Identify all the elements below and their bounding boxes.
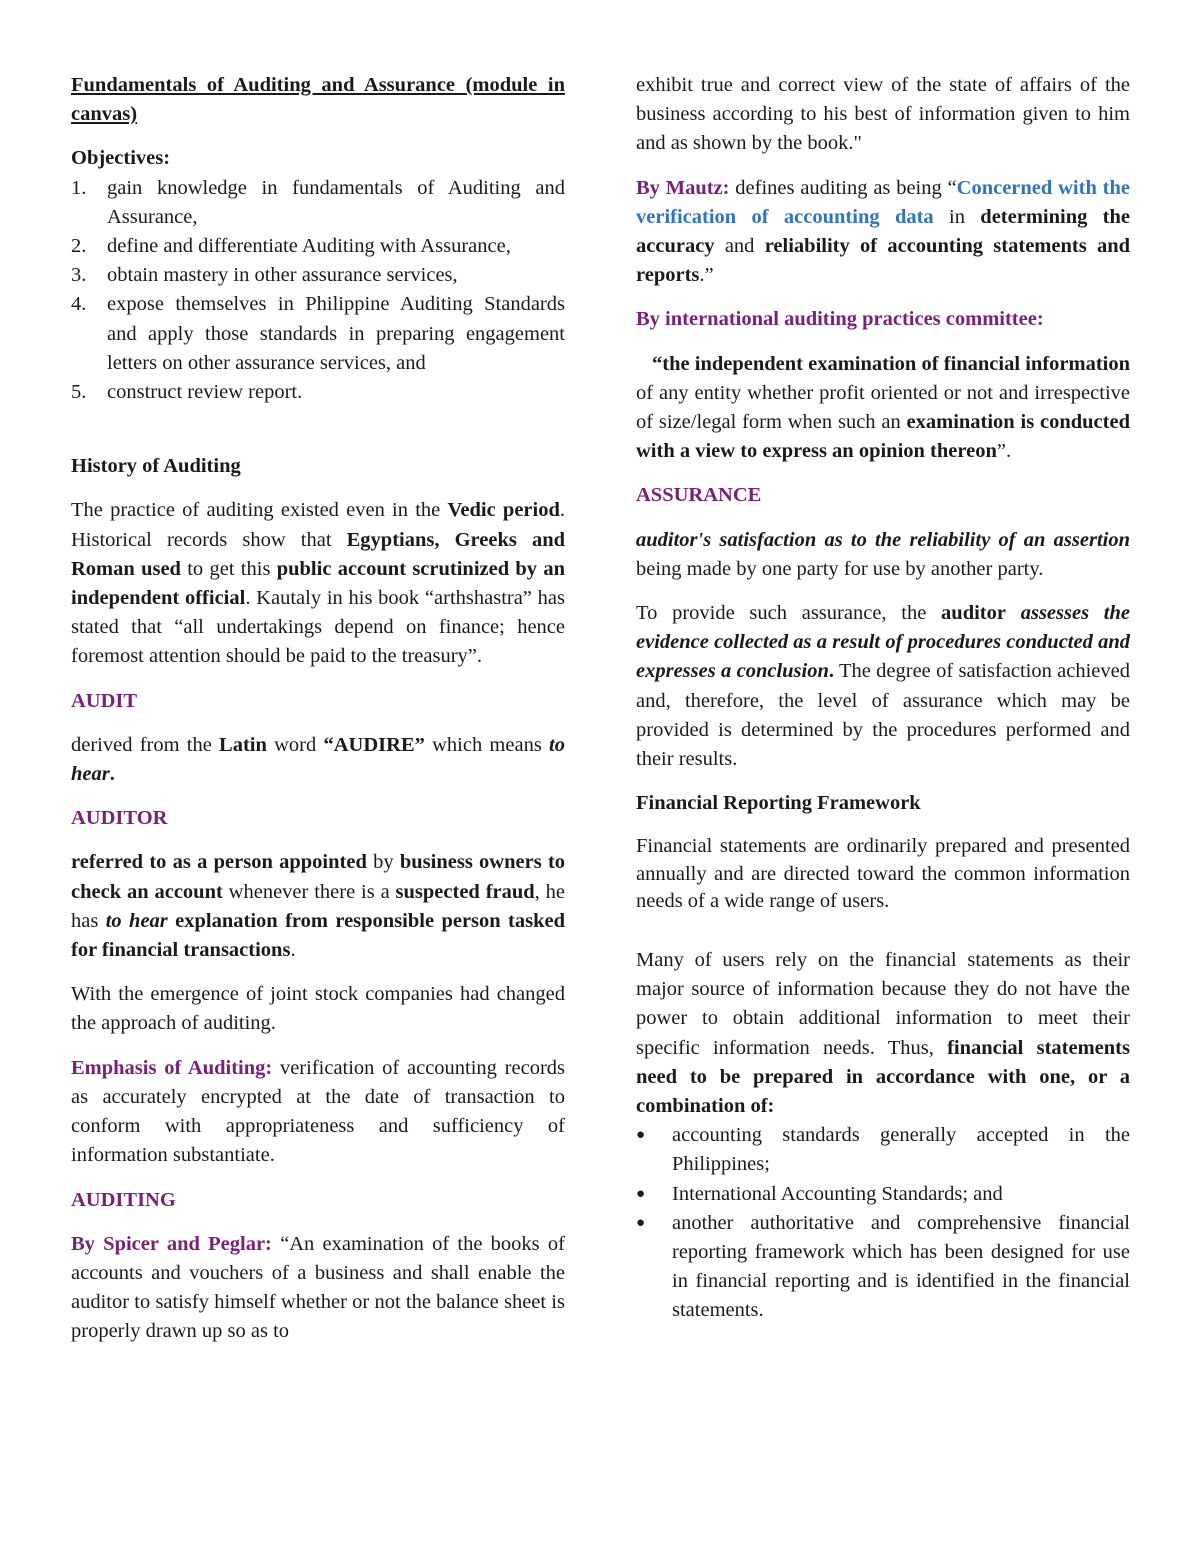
list-item: ● another authoritative and comprehensive financial reporting framework which has been designed for use in financial reporting and is identified in the financial statements. [636,1209,1130,1326]
list-item: 5. construct review report. [71,381,303,404]
assurance-heading: ASSURANCE [636,484,762,507]
list-item: 1. gain knowledge in fundamentals of Auditing and Assurance, [71,176,565,228]
spacer [71,422,565,452]
history-paragraph: The practice of auditing existed even in the Vedic period. Historical records show that Egyptians, Greeks and Roman used to get this public account scrutinized by an independent official. Kautaly in his book “arthshastra” has stated that “all undertakings depend on finance; hence foremost attention should be paid to the treasury”. [71,499,565,668]
assurance-paragraph: To provide such assurance, the auditor assesses the evidence collected as a result of procedures conducted and expresses a conclusion. The degree of satisfaction achieved and, therefore, the level of assurance which may be provided is determined by the procedures performed and their results. [636,602,1130,771]
auditing-heading: AUDITING [71,1188,176,1211]
frf-list [636,1121,1130,1325]
frf-paragraph-2: Many of users rely on the financial statements as their major source of information because they do not have the power to obtain additional information to meet their specific information needs. Thus, financial statements need to be prepared in accordance with one, or a combination of: [636,948,1130,1117]
auditor-heading: AUDITOR [71,807,168,830]
history-heading: History of Auditing [71,455,241,478]
iapc-paragraph: “the independent examination of financial information of any entity whether profit oriented or not and irrespective of size/legal form when such an examination is conducted with a view to express an opinion thereon”. [636,352,1130,463]
spacer [636,931,1130,946]
auditor-paragraph: referred to as a person appointed by business owners to check an account whenever there is a suspected fraud, he has to hear explanation from responsible person tasked for financial transactions. [71,851,566,962]
emergence-paragraph: With the emergence of joint stock companies had changed the approach of auditing. [71,983,565,1035]
emphasis-paragraph: Emphasis of Auditing: verification of accounting records as accurately encrypted at the date of transaction to conform with appropriateness and sufficiency of information substantiate. [71,1056,566,1167]
list-item: 3. obtain mastery in other assurance services, [71,264,458,287]
frf-heading: Financial Reporting Framework [636,792,921,815]
assurance-definition: auditor's satisfaction as to the reliability of an assertion being made by one party for use by another party. [636,528,1130,580]
spicer-continued: exhibit true and correct view of the state of affairs of the business according to his best of information given to him and as shown by the book." [636,74,1130,155]
document-title: Fundamentals of Auditing and Assurance (module in canvas) [71,74,565,126]
right-column [636,71,1130,1341]
audit-paragraph: derived from the Latin word “AUDIRE” which means to hear. [71,733,565,786]
bullet-icon: ● [636,1127,646,1144]
list-item: 2. define and differentiate Auditing with Assurance, [71,235,511,258]
list-item: ● accounting standards generally accepted in the Philippines; [636,1121,1130,1179]
objectives-heading: Objectives: [71,147,171,170]
bullet-icon: ● [636,1214,646,1231]
iapc-heading: By international auditing practices committee: [636,308,1044,331]
mautz-paragraph: By Mautz: defines auditing as being “Concerned with the verification of accounting data in determining the accuracy and reliability of accounting statements and reports.” [636,176,1131,287]
objectives-list [71,174,565,408]
left-column [71,71,565,1362]
list-item: 4. expose themselves in Philippine Auditing Standards and apply those standards in preparing engagement letters on other assurance services, and [71,293,565,374]
bullet-icon: ● [636,1185,646,1202]
audit-heading: AUDIT [71,689,138,712]
frf-paragraph-1: Financial statements are ordinarily prepared and presented annually and are directed toward the common information needs of a wide range of users. [636,835,1130,913]
spicer-paragraph: By Spicer and Peglar: “An examination of the books of accounts and vouchers of a business and shall enable the auditor to satisfy himself whether or not the balance sheet is properly drawn up so as to [71,1232,565,1343]
list-item: ● International Accounting Standards; and [636,1180,1130,1209]
